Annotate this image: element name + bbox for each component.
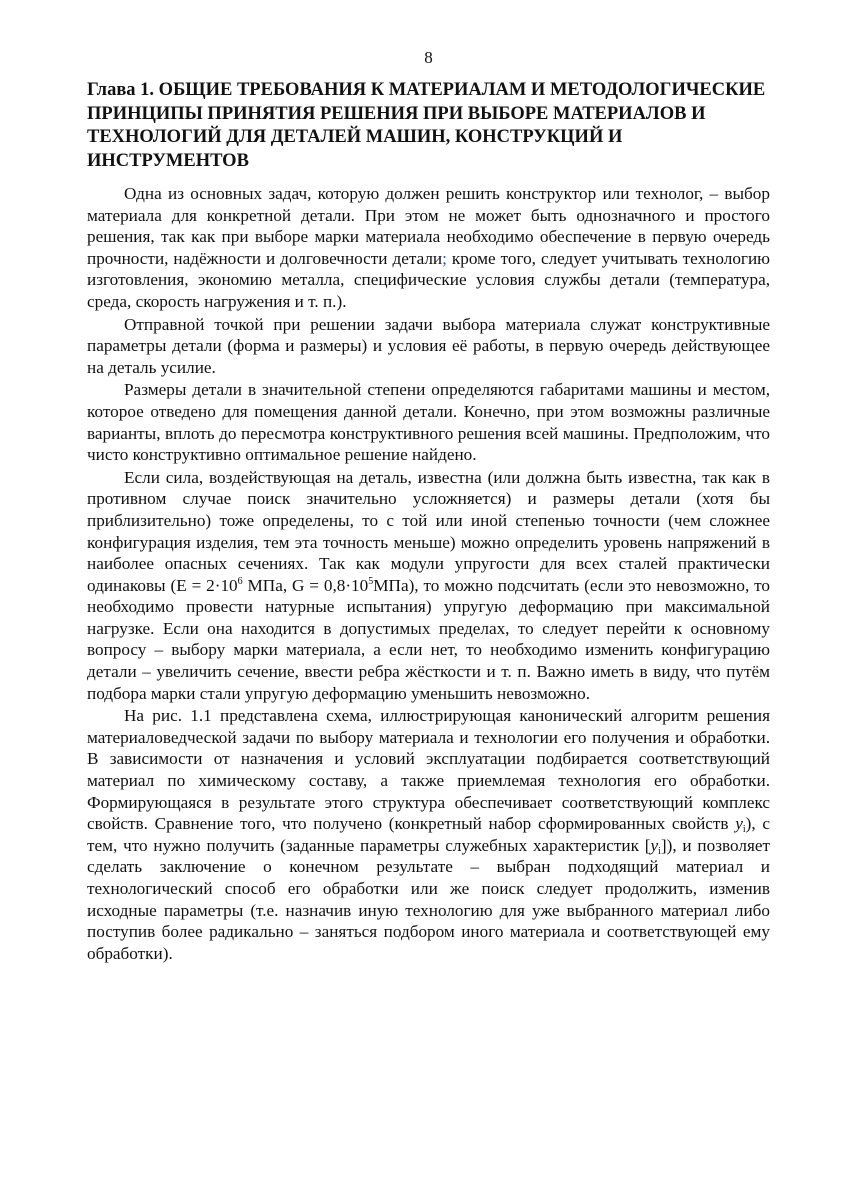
paragraph-5-text-c: ]), и позволяет сделать заключение о конечном результате – выбран подходящий материал и технологический способ его обработки или же поиск следует продолжить, изменив исходные параметры (т.е. назначив иную технологию для уже выбранного материал либо поступив более радикально – заняться подбором иного материала и соответствующей ему обработки). (87, 835, 770, 963)
paragraph-4 (87, 467, 770, 705)
paragraph-5-text-a: На рис. 1.1 представлена схема, иллюстрирующая канонический алгоритм решения материаловедческой задачи по выбору материала и технологии его получения и обработки. В зависимости от назначения и условий эксплуатации подбирается соответствующий материал по химическому составу, а также приемлемая технология его обработки. Формирующаяся в результате этого структура обеспечивает соответствующий комплекс свойств. Сравнение того, что получено (конкретный набор сформированных свойств (87, 706, 770, 834)
paragraph-4-text-c: МПа), то можно подсчитать (если это невозможно, то необходимо провести натурные испытания) упругую деформацию при максимальной нагрузке. Если она находится в допустимых пределах, то следует перейти к основному вопросу – выбору марки материала, а если нет, то необходимо изменить конфигурацию детали – увеличить сечение, ввести ребра жёсткости и т. п. Важно иметь в виду, что путём подбора марки стали упругую деформацию уменьшить невозможно. (87, 575, 770, 703)
paragraph-3: Размеры детали в значительной степени определяются габаритами машины и местом, которое отведено для помещения данной детали. Конечно, при этом возможны различные варианты, вплоть до пересмотра конструктивного решения всей машины. Предположим, что чисто конструктивно оптимальное решение найдено. (87, 380, 770, 465)
paragraph-4-text-b: МПа, G = 0,8·10 (242, 575, 369, 595)
variable-y-2: y (650, 835, 659, 855)
paragraph-1-text-a: Одна из основных задач, которую должен решить конструктор или технолог, – выбор материала для конкретной детали. При этом не может быть однозначного и простого решения, так как при выборе марки материала необходимо обеспечение в первую очередь прочности, надёжности и долговечности детали (87, 184, 770, 268)
exponent-1: 6 (237, 575, 243, 587)
variable-y-1: y (735, 814, 743, 834)
paragraph-1-semicolon: ; (442, 248, 447, 268)
subscript-i-2: i (658, 845, 661, 857)
paragraph-1-text-b: кроме того, следует учитывать технологию изготовления, экономию металла, специфические условия службы детали (температура, среда, скорость нагружения и т. п.). (87, 248, 770, 311)
paragraph-1 (87, 183, 770, 313)
chapter-heading: Глава 1. ОБЩИЕ ТРЕБОВАНИЯ К МАТЕРИАЛАМ И МЕТОДОЛОГИЧЕСКИЕ ПРИНЦИПЫ ПРИНЯТИЯ РЕШЕНИЯ ПРИ ВЫБОРЕ МАТЕРИАЛОВ И ТЕХНОЛОГИЙ ДЛЯ ДЕТАЛЕЙ МАШИН, КОНСТРУКЦИЙ И ИНСТРУМЕНТОВ (87, 80, 766, 171)
paragraph-2: Отправной точкой при решении задачи выбора материала служат конструктивные параметры детали (форма и размеры) и условия её работы, в первую очередь действующее на деталь усилие. (87, 314, 770, 377)
paragraph-5 (87, 705, 770, 964)
paragraph-5-text-b: ), с тем, что нужно получить (заданные параметры служебных характеристик [ (87, 814, 770, 855)
subscript-i-1: i (742, 824, 746, 836)
paragraph-4-text-a: Если сила, воздействующая на деталь, известна (или должна быть известна, так как в противном случае поиск значительно усложняется) и размеры детали (хотя бы приблизительно) тоже определены, то с той или иной степенью точности (чем сложнее конфигурация изделия, тем эта точность меньше) можно определить уровень напряжений в наиболее опасных сечениях. Так как модули упругости для всех сталей практически одинаковы (Е = 2·10 (87, 467, 770, 595)
page-number: 8 (424, 48, 433, 67)
body-text (87, 183, 770, 965)
exponent-2: 5 (368, 575, 374, 587)
